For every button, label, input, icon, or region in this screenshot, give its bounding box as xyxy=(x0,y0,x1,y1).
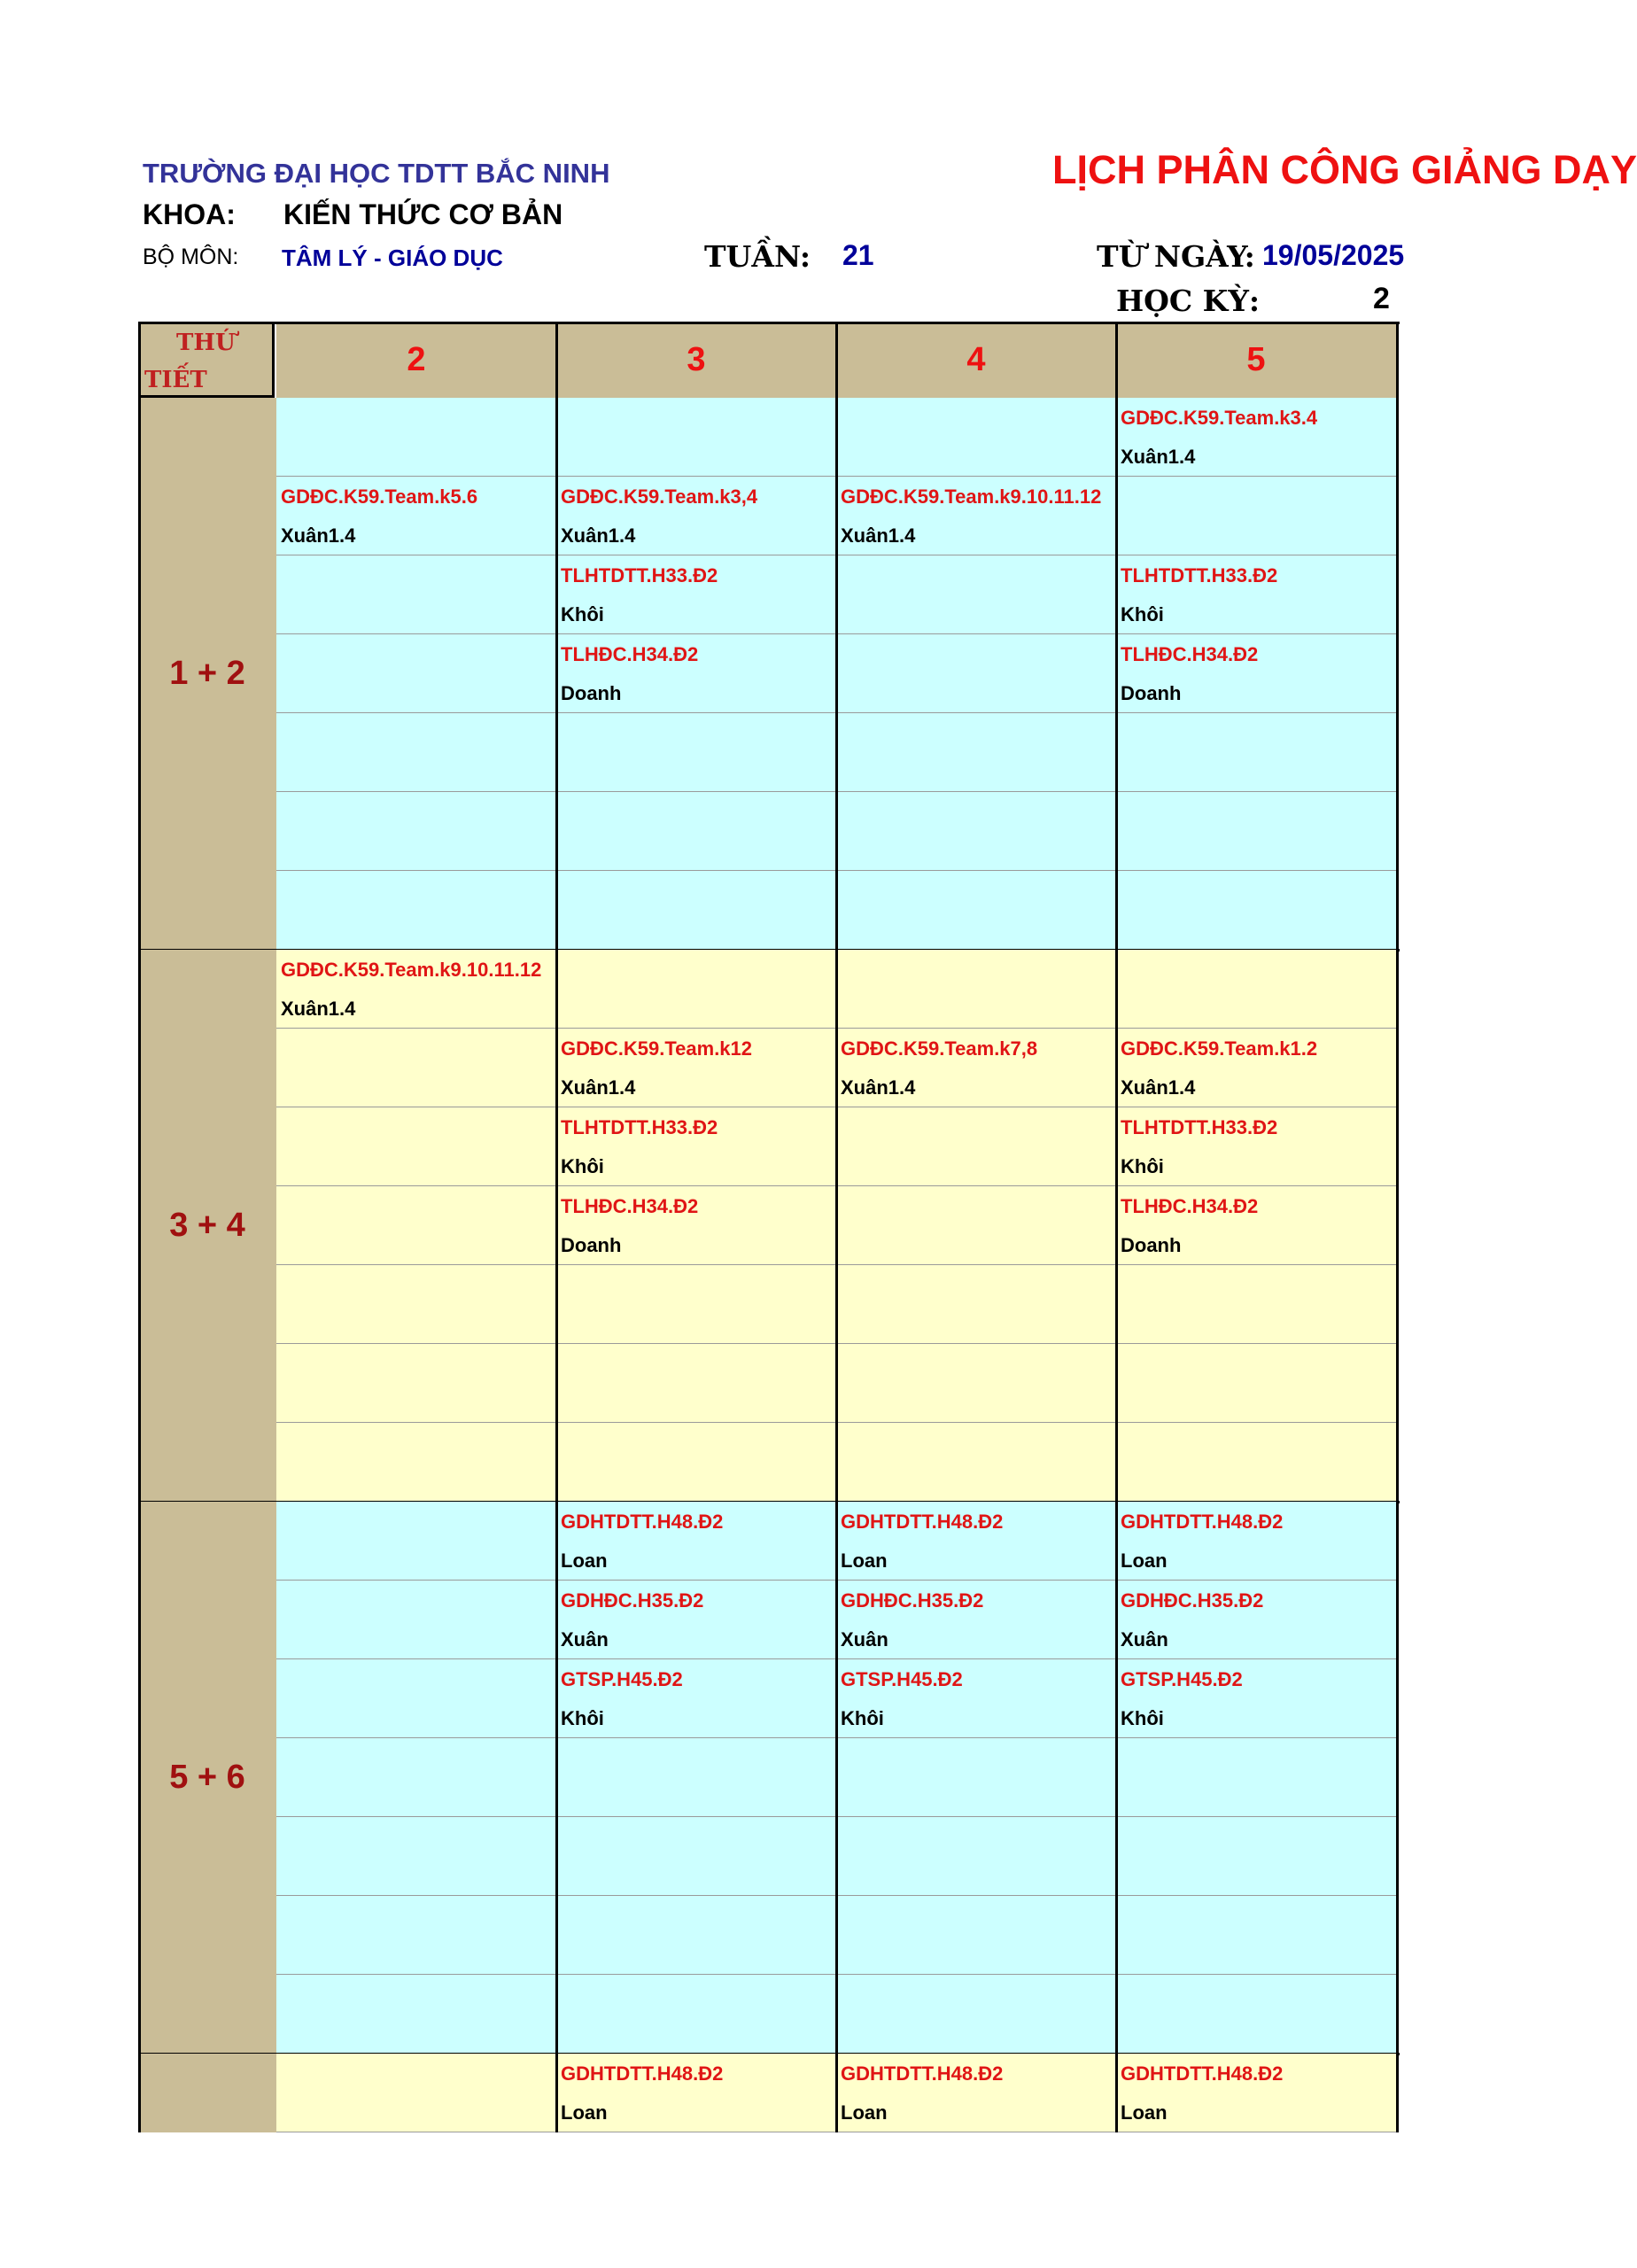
teacher-name: Xuân1.4 xyxy=(561,1076,636,1099)
schedule-cell xyxy=(556,1423,836,1502)
day-header-2: 2 xyxy=(276,322,556,398)
day-header-3: 3 xyxy=(556,322,836,398)
teacher-name: Doanh xyxy=(1121,682,1182,704)
teacher-name: Loan xyxy=(561,1550,608,1572)
teacher-name: Xuân1.4 xyxy=(841,1076,916,1099)
week-label: TUẦN: xyxy=(704,239,811,274)
schedule-cell xyxy=(276,1502,556,1581)
schedule-cell xyxy=(836,1896,1116,1975)
period-block xyxy=(138,398,1400,950)
table-corner-header xyxy=(138,322,275,398)
schedule-cell xyxy=(556,1659,836,1738)
schedule-cell xyxy=(1116,1423,1396,1502)
schedule-table xyxy=(138,322,1400,2138)
teacher-name: Xuân xyxy=(841,1628,888,1651)
schedule-cell xyxy=(276,1344,556,1423)
schedule-cell xyxy=(276,1265,556,1344)
schedule-cell xyxy=(836,1738,1116,1817)
course-code: GTSP.H45.Đ2 xyxy=(841,1668,963,1690)
schedule-cell xyxy=(836,871,1116,950)
schedule-cell xyxy=(836,792,1116,871)
school-name: TRƯỜNG ĐẠI HỌC TDTT BẮC NINH xyxy=(143,158,610,189)
schedule-cell xyxy=(556,1344,836,1423)
teacher-name: Xuân xyxy=(561,1628,609,1651)
schedule-cell xyxy=(556,1186,836,1265)
day-header-5: 5 xyxy=(1116,322,1396,398)
from-date-value: 19/05/2025 xyxy=(1262,239,1405,271)
schedule-cell xyxy=(1116,634,1396,713)
teacher-name: Loan xyxy=(841,2101,888,2124)
teacher-name: Doanh xyxy=(561,1234,622,1256)
period-label xyxy=(138,2054,276,2132)
schedule-cell xyxy=(1116,1738,1396,1817)
khoa-label: KHOA: xyxy=(143,198,236,230)
corner-day-label: THỨ xyxy=(176,330,236,356)
course-code: TLHTDTT.H33.Đ2 xyxy=(1121,564,1278,586)
course-code: GDĐC.K59.Team.k3.4 xyxy=(1121,407,1318,429)
course-code: GDHTDTT.H48.Đ2 xyxy=(561,1511,724,1533)
teacher-name: Loan xyxy=(1121,1550,1168,1572)
column-divider xyxy=(1115,322,1118,2132)
course-code: GDHTDTT.H48.Đ2 xyxy=(841,1511,1004,1533)
table-top-border xyxy=(138,322,1400,324)
schedule-cell xyxy=(836,1265,1116,1344)
semester-value: 2 xyxy=(1373,282,1390,315)
course-code: GDHTDTT.H48.Đ2 xyxy=(1121,2062,1284,2085)
schedule-cell xyxy=(276,1896,556,1975)
course-code: TLHTDTT.H33.Đ2 xyxy=(1121,1116,1278,1138)
teacher-name: Doanh xyxy=(1121,1234,1182,1256)
course-code: GDĐC.K59.Team.k7,8 xyxy=(841,1037,1038,1060)
teacher-name: Xuân1.4 xyxy=(1121,1076,1196,1099)
schedule-cell xyxy=(276,2054,556,2132)
course-code: GDĐC.K59.Team.k5.6 xyxy=(281,485,478,508)
schedule-cell xyxy=(276,1186,556,1265)
schedule-cell xyxy=(1116,1975,1396,2054)
schedule-cell xyxy=(276,555,556,634)
schedule-cell xyxy=(1116,871,1396,950)
schedule-cell xyxy=(836,1659,1116,1738)
schedule-cell xyxy=(836,1423,1116,1502)
schedule-cell xyxy=(836,1502,1116,1581)
bomon-value: TÂM LÝ - GIÁO DỤC xyxy=(282,245,503,271)
schedule-cell xyxy=(1116,1186,1396,1265)
schedule-cell xyxy=(836,950,1116,1029)
page-title: LỊCH PHÂN CÔNG GIẢNG DẠY xyxy=(1052,147,1637,192)
schedule-cell xyxy=(556,1738,836,1817)
course-code: GTSP.H45.Đ2 xyxy=(561,1668,683,1690)
schedule-cell xyxy=(1116,2054,1396,2132)
schedule-cell xyxy=(836,634,1116,713)
course-code: TLHĐC.H34.Đ2 xyxy=(1121,643,1259,665)
schedule-cell xyxy=(276,1659,556,1738)
schedule-cell xyxy=(556,398,836,477)
schedule-cell xyxy=(1116,1817,1396,1896)
bomon-label: BỘ MÔN: xyxy=(143,245,239,269)
schedule-cell xyxy=(1116,1896,1396,1975)
schedule-cell xyxy=(556,713,836,792)
schedule-cell xyxy=(276,1975,556,2054)
schedule-cell xyxy=(276,634,556,713)
schedule-cell xyxy=(276,792,556,871)
teacher-name: Khôi xyxy=(561,1707,604,1729)
course-code: TLHĐC.H34.Đ2 xyxy=(561,1195,699,1217)
teacher-name: Xuân1.4 xyxy=(281,998,356,1020)
semester-label: HỌC KỲ: xyxy=(1116,284,1261,318)
teacher-name: Xuân1.4 xyxy=(281,524,356,547)
course-code: TLHĐC.H34.Đ2 xyxy=(561,643,699,665)
table-left-border xyxy=(138,322,141,2132)
course-code: GDHĐC.H35.Đ2 xyxy=(561,1589,704,1612)
course-code: GDĐC.K59.Team.k3,4 xyxy=(561,485,758,508)
schedule-cell xyxy=(836,1975,1116,2054)
course-code: GDHTDTT.H48.Đ2 xyxy=(1121,1511,1284,1533)
period-block xyxy=(138,1502,1400,2054)
course-code: GDHĐC.H35.Đ2 xyxy=(841,1589,984,1612)
schedule-cell xyxy=(1116,1344,1396,1423)
schedule-cell xyxy=(1116,1659,1396,1738)
course-code: GDHĐC.H35.Đ2 xyxy=(1121,1589,1264,1612)
schedule-cell xyxy=(556,634,836,713)
period-label: 3 + 4 xyxy=(138,950,276,1502)
teacher-name: Loan xyxy=(1121,2101,1168,2124)
period-block xyxy=(138,2054,1400,2132)
schedule-cell xyxy=(1116,398,1396,477)
teacher-name: Khôi xyxy=(1121,1155,1164,1177)
schedule-cell xyxy=(276,713,556,792)
schedule-cell xyxy=(1116,792,1396,871)
schedule-cell xyxy=(1116,555,1396,634)
schedule-cell xyxy=(276,477,556,555)
course-code: GDĐC.K59.Team.k9.10.11.12 xyxy=(281,959,542,981)
teacher-name: Doanh xyxy=(561,682,622,704)
column-divider xyxy=(1396,322,1399,2132)
teacher-name: Loan xyxy=(841,1550,888,1572)
schedule-cell xyxy=(1116,1502,1396,1581)
schedule-cell xyxy=(556,477,836,555)
schedule-cell xyxy=(1116,713,1396,792)
course-code: GDĐC.K59.Team.k1.2 xyxy=(1121,1037,1318,1060)
schedule-cell xyxy=(556,950,836,1029)
schedule-cell xyxy=(1116,1265,1396,1344)
teacher-name: Khôi xyxy=(1121,1707,1164,1729)
teacher-name: Khôi xyxy=(561,603,604,625)
course-code: TLHTDTT.H33.Đ2 xyxy=(561,1116,718,1138)
schedule-cell xyxy=(276,950,556,1029)
schedule-cell xyxy=(556,1896,836,1975)
schedule-cell xyxy=(276,871,556,950)
schedule-cell xyxy=(1116,1029,1396,1107)
schedule-cell xyxy=(1116,1581,1396,1659)
course-code: GDHTDTT.H48.Đ2 xyxy=(841,2062,1004,2085)
schedule-cell xyxy=(836,555,1116,634)
schedule-cell xyxy=(556,555,836,634)
schedule-cell xyxy=(836,398,1116,477)
course-code: GDĐC.K59.Team.k9.10.11.12 xyxy=(841,485,1102,508)
period-label: 1 + 2 xyxy=(138,398,276,950)
column-divider xyxy=(835,322,838,2132)
schedule-cell xyxy=(836,1581,1116,1659)
schedule-cell xyxy=(836,1817,1116,1896)
schedule-cell xyxy=(1116,950,1396,1029)
schedule-cell xyxy=(836,1107,1116,1186)
schedule-cell xyxy=(276,1817,556,1896)
teacher-name: Khôi xyxy=(841,1707,884,1729)
schedule-cell xyxy=(276,1423,556,1502)
course-code: GDĐC.K59.Team.k12 xyxy=(561,1037,753,1060)
schedule-cell xyxy=(556,1029,836,1107)
schedule-cell xyxy=(556,1502,836,1581)
schedule-cell xyxy=(276,1107,556,1186)
teacher-name: Khôi xyxy=(1121,603,1164,625)
schedule-cell xyxy=(556,871,836,950)
period-label: 5 + 6 xyxy=(138,1502,276,2054)
schedule-cell xyxy=(836,1029,1116,1107)
teacher-name: Xuân1.4 xyxy=(561,524,636,547)
schedule-cell xyxy=(276,1029,556,1107)
schedule-cell xyxy=(556,1265,836,1344)
teacher-name: Loan xyxy=(561,2101,608,2124)
schedule-cell xyxy=(836,1186,1116,1265)
schedule-cell xyxy=(556,792,836,871)
schedule-cell xyxy=(276,1738,556,1817)
column-divider xyxy=(555,322,558,2132)
schedule-cell xyxy=(556,2054,836,2132)
schedule-cell xyxy=(556,1975,836,2054)
day-header-4: 4 xyxy=(836,322,1116,398)
schedule-cell xyxy=(836,2054,1116,2132)
schedule-cell xyxy=(276,398,556,477)
corner-period-label: TIẾT xyxy=(144,367,207,393)
course-code: GDHTDTT.H48.Đ2 xyxy=(561,2062,724,2085)
schedule-cell xyxy=(1116,477,1396,555)
teacher-name: Xuân xyxy=(1121,1628,1168,1651)
schedule-cell xyxy=(556,1817,836,1896)
schedule-cell xyxy=(836,1344,1116,1423)
schedule-cell xyxy=(836,713,1116,792)
schedule-cell xyxy=(1116,1107,1396,1186)
schedule-cell xyxy=(556,1107,836,1186)
khoa-value: KIẾN THỨC CƠ BẢN xyxy=(283,198,563,230)
course-code: TLHĐC.H34.Đ2 xyxy=(1121,1195,1259,1217)
schedule-cell xyxy=(556,1581,836,1659)
from-date-label: TỪ NGÀY: xyxy=(1097,239,1255,274)
period-block xyxy=(138,950,1400,1502)
week-value: 21 xyxy=(842,239,874,271)
course-code: TLHTDTT.H33.Đ2 xyxy=(561,564,718,586)
teacher-name: Xuân1.4 xyxy=(841,524,916,547)
course-code: GTSP.H45.Đ2 xyxy=(1121,1668,1243,1690)
schedule-cell xyxy=(836,477,1116,555)
teacher-name: Xuân1.4 xyxy=(1121,446,1196,468)
schedule-cell xyxy=(276,1581,556,1659)
teacher-name: Khôi xyxy=(561,1155,604,1177)
